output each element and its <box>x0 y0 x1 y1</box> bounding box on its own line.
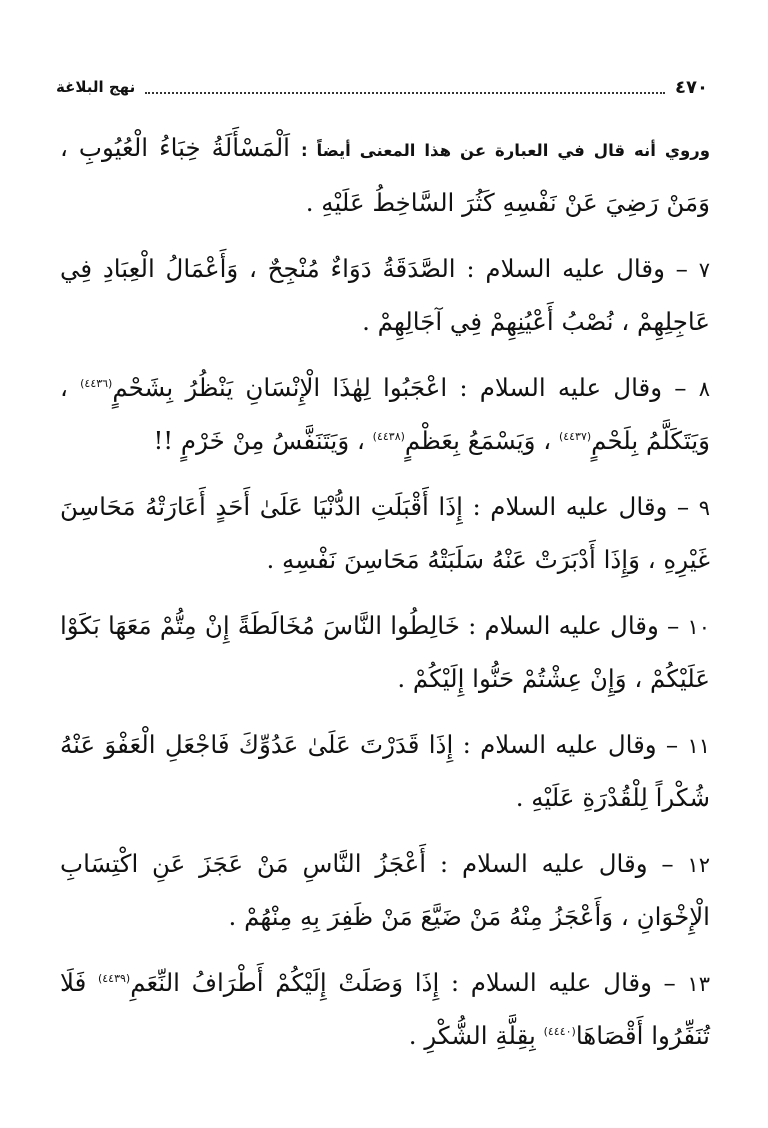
footnote-ref[interactable]: (٤٤٣٩) <box>97 971 131 985</box>
saying-number: ١٢ <box>687 853 710 877</box>
saying-9 <box>60 481 710 586</box>
saying-text: أَعْجَزُ النَّاسِ مَنْ عَجَزَ عَنِ اكْتِسَابِ الْإِخْوَانِ ، وَأَعْجَزُ مِنْهُ مَنْ ضَيَّعَ مَنْ ظَفِرَ بِهِ مِنْهُمْ . <box>60 849 710 931</box>
saying-number: ١٠ <box>687 615 710 639</box>
saying-7 <box>60 243 710 348</box>
saying-text: الصَّدَقَةُ دَوَاءٌ مُنْجِحٌ ، وَأَعْمَالُ الْعِبَادِ فِي عَاجِلِهِمْ ، نُصْبُ أَعْيُنِهِمْ فِي آجَالِهِمْ . <box>60 254 710 336</box>
footnote-ref[interactable]: (٤٤٣٨) <box>372 429 405 443</box>
page-number: ٤٧٠ <box>675 76 708 98</box>
saying-10 <box>60 600 710 705</box>
saying-speaker: – وقال عليه السلام : <box>466 254 688 283</box>
saying-speaker: – وقال عليه السلام : <box>459 373 687 402</box>
saying-8 <box>60 362 710 467</box>
saying-text: إِذَا أَقْبَلَتِ الدُّنْيَا عَلَىٰ أَحَدٍ أَعَارَتْهُ مَحَاسِنَ غَيْرِهِ ، وَإِذَا أَدْبَرَتْ عَنْهُ سَلَبَتْهُ مَحَاسِنَ نَفْسِهِ . <box>60 492 710 574</box>
saying-speaker: – وقال عليه السلام : <box>450 968 676 997</box>
footnote-ref[interactable]: (٤٤٣٧) <box>558 429 592 443</box>
page-body <box>60 122 710 1062</box>
saying-13 <box>60 957 710 1062</box>
running-head <box>56 72 708 102</box>
running-title: نهج البلاغة <box>56 78 136 96</box>
saying-text-part: ، وَيَسْمَعُ بِعَظْمٍ <box>404 426 552 455</box>
saying-speaker: – وقال عليه السلام : <box>439 849 674 878</box>
footnote-ref[interactable]: (٤٤٣٦) <box>80 376 113 390</box>
header-dotted-leader <box>145 92 665 94</box>
saying-speaker: – وقال عليه السلام : <box>462 730 679 759</box>
saying-number: ١٣ <box>687 972 710 996</box>
saying-number: ٩ <box>698 496 711 520</box>
saying-number: ٨ <box>698 377 710 401</box>
saying-text: إِذَا قَدَرْتَ عَلَىٰ عَدُوِّكَ فَاجْعَلِ الْعَفْوَ عَنْهُ شُكْراً لِلْقُدْرَةِ عَلَيْهِ . <box>60 730 710 812</box>
saying-text-part: فَلَا تُنَفِّرُوا أَقْصَاهَا <box>60 968 710 1050</box>
saying-speaker: – وقال عليه السلام : <box>468 611 680 640</box>
saying-text: اَلْمَسْأَلَةُ خِبَاءُ الْعُيُوبِ ، وَمَنْ رَضِيَ عَنْ نَفْسِهِ كَثُرَ السَّاخِطُ عَلَيْهِ . <box>60 133 710 217</box>
saying-number: ٧ <box>698 258 710 282</box>
saying-text-part: إِذَا وَصَلَتْ إِلَيْكُمْ أَطْرَافُ النِّعَمِ <box>130 968 440 997</box>
saying-text-part: ، وَيَتَنَفَّسُ مِنْ خَرْمٍ !! <box>153 426 365 455</box>
saying-text-part: ، وَيَتَكَلَّمُ بِلَحْمٍ <box>60 373 710 455</box>
footnote-ref[interactable]: (٤٤٤٠) <box>543 1024 576 1038</box>
saying-number: ١١ <box>687 734 710 758</box>
intro-note: وروي أنه قال في العبارة عن هذا المعنى أيضاً : <box>300 141 710 160</box>
saying-text-part: بِقِلَّةِ الشُّكْرِ . <box>408 1021 536 1050</box>
saying-speaker: – وقال عليه السلام : <box>472 492 690 521</box>
paragraph-intro-saying <box>60 122 710 229</box>
saying-text: خَالِطُوا النَّاسَ مُخَالَطَةً إِنْ مِتُّمْ مَعَهَا بَكَوْا عَلَيْكُمْ ، وَإِنْ عِشْتُمْ حَنُّوا إِلَيْكُمْ . <box>60 611 710 693</box>
saying-11 <box>60 719 710 824</box>
saying-text-part: اعْجَبُوا لِهٰذَا الْإِنْسَانِ يَنْظُرُ بِشَحْمٍ <box>112 373 448 402</box>
saying-12 <box>60 838 710 943</box>
